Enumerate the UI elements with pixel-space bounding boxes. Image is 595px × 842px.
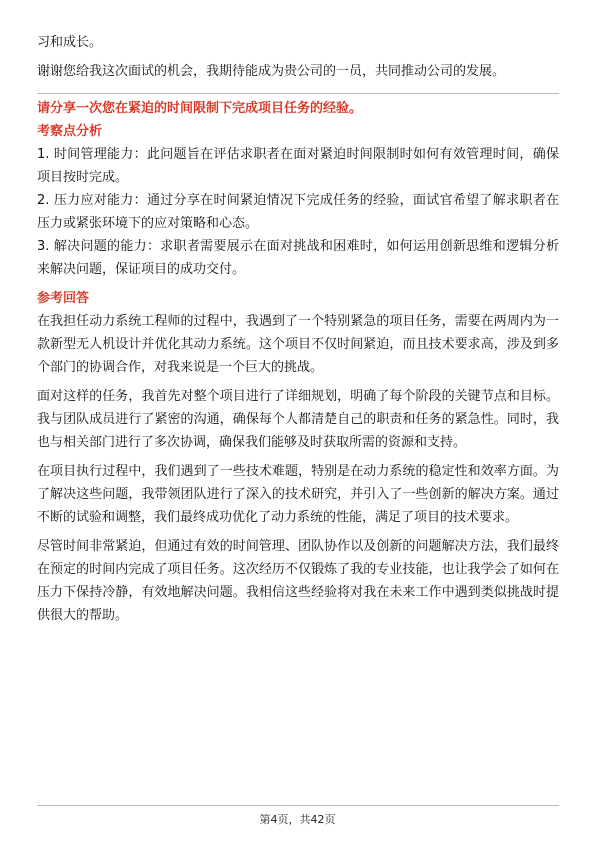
answer-heading: 参考回答 (37, 291, 90, 306)
intro-line-1: 习和成长。 (37, 35, 103, 50)
section-divider (37, 93, 559, 94)
analysis-heading: 考察点分析 (37, 124, 103, 139)
analysis-item-1: 1. 时间管理能力：此问题旨在评估求职者在面对紧迫时间限制时如何有效管理时间，确保项目按时完成。 (37, 147, 559, 185)
answer-paragraph-4: 尽管时间非常紧迫，但通过有效的时间管理、团队协作以及创新的问题解决方法，我们最终在预定的时间内完成了项目任务。这次经历不仅锻炼了我的专业技能，也让我学会了如何在压力下保持冷静，有效地解决问题。我相信这些经验将对我在未来工作中遇到类似挑战时提供很大的帮助。 (37, 539, 559, 623)
intro-line-2: 谢谢您给我这次面试的机会，我期待能成为贵公司的一员，共同推动公司的发展。 (37, 64, 506, 79)
page-content (37, 31, 559, 627)
answer-paragraph-2: 面对这样的任务，我首先对整个项目进行了详细规划，明确了每个阶段的关键节点和目标。我与团队成员进行了紧密的沟通，确保每个人都清楚自己的职责和任务的紧急性。同时，我也与相关部门进行了多次协调，确保我们能够及时获取所需的资源和支持。 (37, 389, 559, 450)
question-title: 请分享一次您在紧迫的时间限制下完成项目任务的经验。 (37, 101, 363, 116)
analysis-item-3: 3. 解决问题的能力：求职者需要展示在面对挑战和困难时，如何运用创新思维和逻辑分析来解决问题，保证项目的成功交付。 (37, 239, 559, 277)
analysis-item-2: 2. 压力应对能力：通过分享在时间紧迫情况下完成任务的经验，面试官希望了解求职者在压力或紧张环境下的应对策略和心态。 (37, 193, 559, 231)
answer-paragraph-3: 在项目执行过程中，我们遇到了一些技术难题，特别是在动力系统的稳定性和效率方面。为了解决这些问题，我带领团队进行了深入的技术研究，并引入了一些创新的解决方案。通过不断的试验和调整，我们最终成功优化了动力系统的性能，满足了项目的技术要求。 (37, 464, 559, 525)
footer-divider (37, 805, 559, 806)
page-number: 第4页，共42页 (259, 813, 336, 826)
answer-paragraph-1: 在我担任动力系统工程师的过程中，我遇到了一个特别紧急的项目任务，需要在两周内为一款新型无人机设计并优化其动力系统。这个项目不仅时间紧迫，而且技术要求高，涉及到多个部门的协调合作，对我来说是一个巨大的挑战。 (37, 314, 559, 375)
